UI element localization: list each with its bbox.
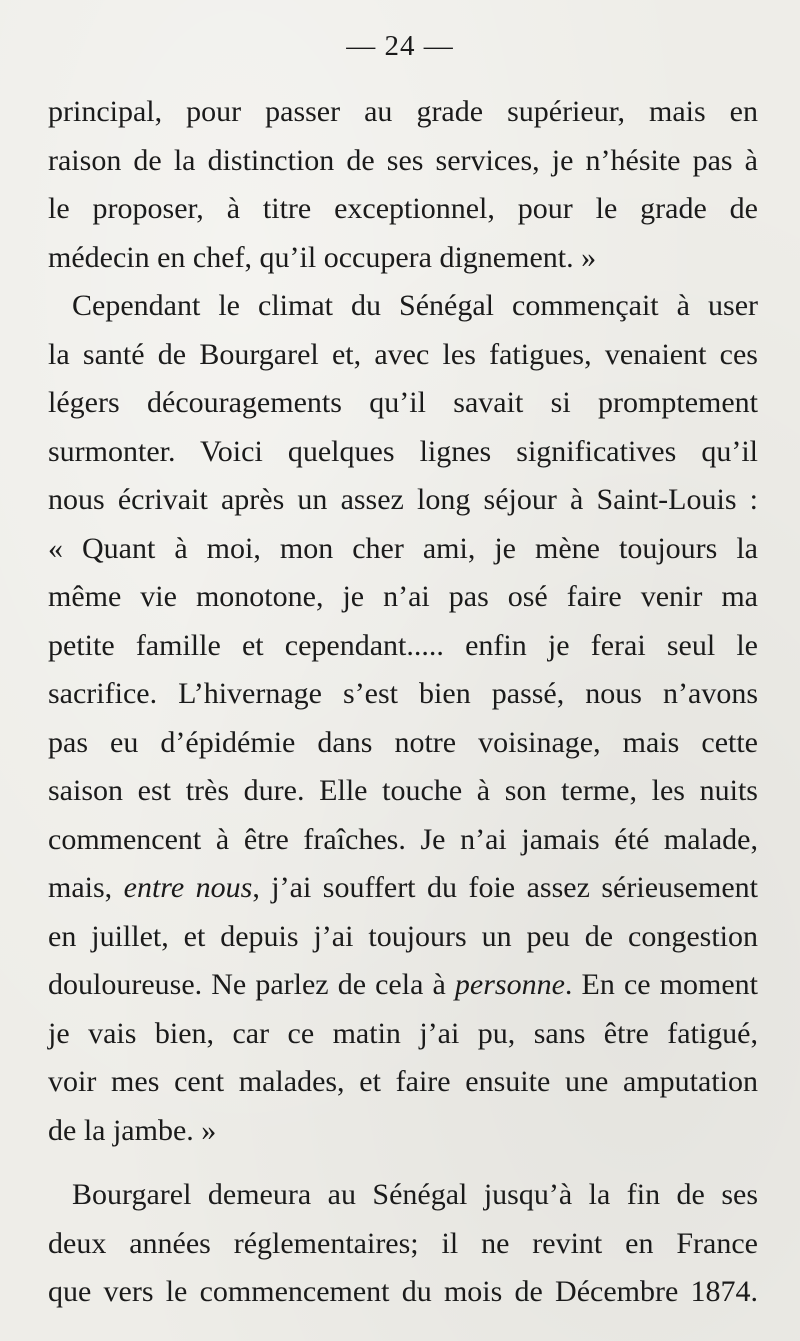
text-line: sacrifice. L’hivernage s’est bien passé, nous n’avons [48, 677, 758, 710]
text-line: Cependant le climat du Sénégal commençait à user [72, 289, 758, 322]
paragraph-spacer [48, 1155, 758, 1171]
text-line: nous écrivait après un assez long séjour à Saint-Louis : [48, 483, 758, 516]
text-line: saison est très dure. Elle touche à son terme, les nuits [48, 774, 758, 807]
text-line: je vais bien, car ce matin j’ai pu, sans être fatigué, [48, 1016, 758, 1050]
text-line: petite famille et cependant..... enfin je ferai seul le [48, 628, 758, 662]
text-line: Bourgarel demeura au Sénégal jusqu’à la fin de ses [72, 1178, 758, 1211]
page-number: — 24 — [346, 30, 454, 62]
text-line: surmonter. Voici quelques lignes significatives qu’il [48, 434, 758, 468]
text-line [48, 961, 758, 1010]
text-line: « Quant à moi, mon cher ami, je mène toujours la [48, 531, 758, 565]
paragraph-1 [48, 88, 758, 282]
text-segment: , j’ai souffert du foie assez sérieusement [252, 871, 758, 904]
paragraph-3 [48, 1171, 758, 1317]
text-line: principal, pour passer au grade supérieur, mais en [48, 95, 758, 128]
text-line: légers découragements qu’il savait si promptement [48, 386, 758, 419]
text-line: médecin en chef, qu’il occupera dignement. » [48, 240, 597, 274]
text-line: le proposer, à titre exceptionnel, pour le grade de [48, 192, 758, 225]
text-line: de la jambe. » [48, 1113, 217, 1147]
text-line: que vers le commencement du mois de Décembre 1874. [48, 1275, 758, 1308]
text-line: voir mes cent malades, et faire ensuite une amputation [48, 1065, 758, 1098]
page-text [48, 88, 758, 1317]
text-line: raison de la distinction de ses services, je n’hésite pas à [48, 143, 758, 177]
text-line: même vie monotone, je n’ai pas osé faire venir ma [48, 580, 758, 613]
text-line: en juillet, et depuis j’ai toujours un peu de congestion [48, 919, 758, 953]
text-line: commencent à être fraîches. Je n’ai jamais été malade, [48, 822, 758, 856]
text-segment: douloureuse. Ne parlez de cela à [48, 968, 455, 1001]
text-line: deux années réglementaires; il ne revint en France [48, 1226, 758, 1260]
paragraph-2 [48, 282, 758, 1155]
text-segment: . En ce moment [564, 968, 758, 1001]
text-line [48, 864, 758, 913]
italic-text: personne [454, 968, 565, 1001]
italic-text: entre nous [123, 871, 253, 904]
text-line: la santé de Bourgarel et, avec les fatigues, venaient ces [48, 337, 758, 371]
text-segment: mais, [48, 871, 124, 904]
text-line: pas eu d’épidémie dans notre voisinage, mais cette [48, 725, 758, 759]
